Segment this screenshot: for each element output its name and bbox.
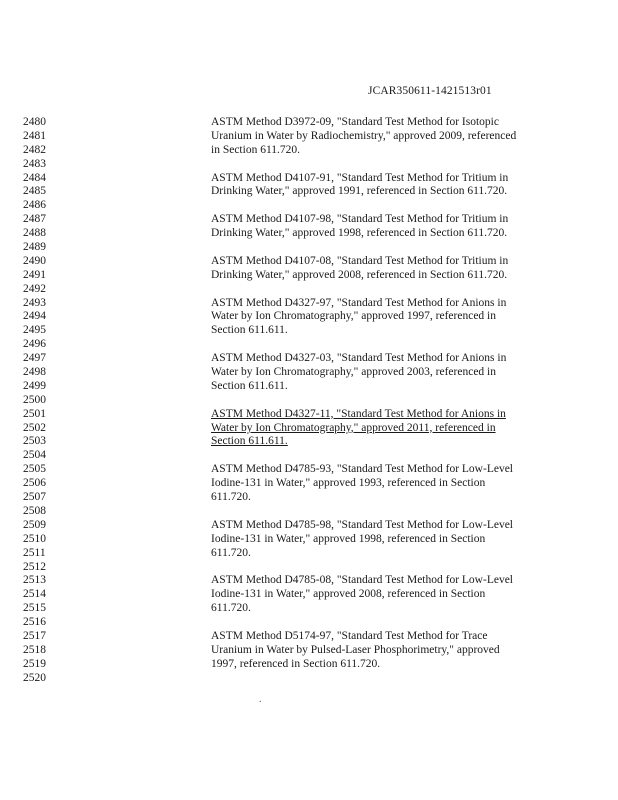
line-number: 2519 (23, 657, 46, 670)
line-number: 2483 (23, 157, 46, 170)
entry-line (211, 477, 541, 491)
blank-line (211, 449, 541, 463)
line-number: 2515 (23, 602, 46, 615)
entry-line-text: Section 611.611. (211, 379, 288, 392)
entry-line (211, 602, 541, 616)
line-number: 2490 (23, 254, 46, 267)
entry-line-text: ASTM Method D4327-97, "Standard Test Method for Anions in (211, 296, 507, 309)
entry-line (211, 491, 541, 505)
reference-entry (211, 574, 541, 616)
entry-line (211, 519, 541, 533)
entry-line-text: ASTM Method D4327-11, "Standard Test Method for Anions in (211, 407, 506, 420)
reference-entry (211, 463, 541, 505)
line-number: 2516 (23, 616, 46, 629)
line-number: 2481 (23, 129, 46, 142)
line-number: 2500 (23, 393, 46, 406)
entry-line-text: ASTM Method D4785-08, "Standard Test Method for Low-Level (211, 574, 513, 587)
entry-line-text: Water by Ion Chromatography," approved 1997, referenced in (211, 310, 496, 323)
line-number: 2509 (23, 518, 46, 531)
reference-entry (211, 352, 541, 394)
entry-line (211, 463, 541, 477)
document-body (211, 116, 541, 672)
line-number: 2506 (23, 477, 46, 490)
blank-line (211, 616, 541, 630)
blank-line (211, 199, 541, 213)
entry-line (211, 310, 541, 324)
entry-line-text: Drinking Water," approved 1991, referenced in Section 611.720. (211, 185, 508, 198)
blank-line (211, 241, 541, 255)
line-number: 2495 (23, 324, 46, 337)
entry-line (211, 644, 541, 658)
blank-line (211, 158, 541, 172)
line-number: 2491 (23, 268, 46, 281)
line-number: 2502 (23, 421, 46, 434)
reference-entry (211, 519, 541, 561)
entry-line (211, 658, 541, 672)
blank-line (211, 394, 541, 408)
entry-line-text: Water by Ion Chromatography," approved 2011, referenced in (211, 421, 496, 434)
line-number: 2508 (23, 504, 46, 517)
entry-line-text: Drinking Water," approved 2008, referenced in Section 611.720. (211, 268, 508, 281)
blank-line (211, 561, 541, 575)
line-number: 2498 (23, 366, 46, 379)
entry-line (211, 227, 541, 241)
entry-line (211, 172, 541, 186)
entry-line (211, 213, 541, 227)
line-number: 2492 (23, 282, 46, 295)
reference-entry (211, 408, 541, 450)
line-number: 2489 (23, 241, 46, 254)
entry-line-text: ASTM Method D4785-98, "Standard Test Method for Low-Level (211, 518, 513, 531)
entry-line-text: Section 611.611. (211, 435, 288, 448)
reference-entry (211, 213, 541, 241)
line-number: 2513 (23, 574, 46, 587)
entry-line-text: 1997, referenced in Section 611.720. (211, 657, 381, 670)
entry-line (211, 352, 541, 366)
line-number: 2505 (23, 463, 46, 476)
entry-line (211, 408, 541, 422)
line-number: 2487 (23, 213, 46, 226)
blank-line (211, 283, 541, 297)
entry-line (211, 588, 541, 602)
reference-entry (211, 297, 541, 339)
line-number: 2482 (23, 143, 46, 156)
entry-line (211, 297, 541, 311)
line-number: 2520 (23, 671, 46, 684)
reference-entry (211, 116, 541, 158)
entry-line-text: ASTM Method D4107-98, "Standard Test Method for Tritium in (211, 213, 509, 226)
entry-line (211, 574, 541, 588)
entry-line (211, 533, 541, 547)
blank-line (211, 505, 541, 519)
entry-line-text: 611.720. (211, 491, 251, 504)
entry-line-text: ASTM Method D3972-09, "Standard Test Method for Isotopic (211, 116, 499, 128)
entry-line-text: ASTM Method D4327-03, "Standard Test Method for Anions in (211, 352, 507, 365)
entry-line-text: Iodine-131 in Water," approved 2008, referenced in Section (211, 588, 486, 601)
document-id-header: JCAR350611-1421513r01 (368, 85, 492, 97)
line-number: 2510 (23, 532, 46, 545)
line-number: 2511 (23, 546, 46, 559)
entry-line (211, 269, 541, 283)
entry-line-text: ASTM Method D4107-08, "Standard Test Method for Tritium in (211, 254, 509, 267)
line-number: 2480 (23, 116, 46, 128)
reference-entry (211, 255, 541, 283)
footer-mark: . (259, 694, 262, 705)
entry-line-text: Water by Ion Chromatography," approved 2003, referenced in (211, 366, 496, 379)
entry-line (211, 130, 541, 144)
line-number: 2501 (23, 407, 46, 420)
line-number: 2497 (23, 352, 46, 365)
entry-line (211, 422, 541, 436)
entry-line-text: Iodine-131 in Water," approved 1998, referenced in Section (211, 532, 486, 545)
reference-entry (211, 630, 541, 672)
line-number-column (23, 116, 63, 686)
line-number: 2503 (23, 435, 46, 448)
line-number: 2488 (23, 227, 46, 240)
blank-line (211, 338, 541, 352)
entry-line-text: ASTM Method D4785-93, "Standard Test Method for Low-Level (211, 463, 513, 476)
entry-line (211, 380, 541, 394)
entry-line-text: 611.720. (211, 546, 251, 559)
line-number: 2507 (23, 491, 46, 504)
entry-line-text: Uranium in Water by Pulsed-Laser Phosphorimetry," approved (211, 643, 500, 656)
line-number: 2512 (23, 560, 46, 573)
entry-line (211, 630, 541, 644)
reference-entry (211, 172, 541, 200)
entry-line-text: Drinking Water," approved 1998, referenced in Section 611.720. (211, 227, 508, 240)
line-number: 2494 (23, 310, 46, 323)
line-number: 2485 (23, 185, 46, 198)
line-number: 2496 (23, 338, 46, 351)
line-number: 2486 (23, 199, 46, 212)
line-number: 2514 (23, 588, 46, 601)
entry-line-text: in Section 611.720. (211, 143, 301, 156)
entry-line (211, 255, 541, 269)
line-number: 2518 (23, 643, 46, 656)
line-number: 2504 (23, 449, 46, 462)
entry-line (211, 547, 541, 561)
entry-line-text: Section 611.611. (211, 324, 288, 337)
entry-line (211, 324, 541, 338)
entry-line-text: Iodine-131 in Water," approved 1993, referenced in Section (211, 477, 486, 490)
entry-line-text: ASTM Method D5174-97, "Standard Test Method for Trace (211, 629, 488, 642)
line-number: 2499 (23, 379, 46, 392)
entry-line-text: ASTM Method D4107-91, "Standard Test Method for Tritium in (211, 171, 509, 184)
line-number: 2484 (23, 171, 46, 184)
line-number: 2493 (23, 296, 46, 309)
entry-line (211, 185, 541, 199)
entry-line (211, 144, 541, 158)
entry-line (211, 435, 541, 449)
entry-line-text: Uranium in Water by Radiochemistry," approved 2009, referenced (211, 129, 517, 142)
entry-line (211, 366, 541, 380)
entry-line (211, 116, 541, 130)
entry-line-text: 611.720. (211, 602, 251, 615)
line-number: 2517 (23, 629, 46, 642)
